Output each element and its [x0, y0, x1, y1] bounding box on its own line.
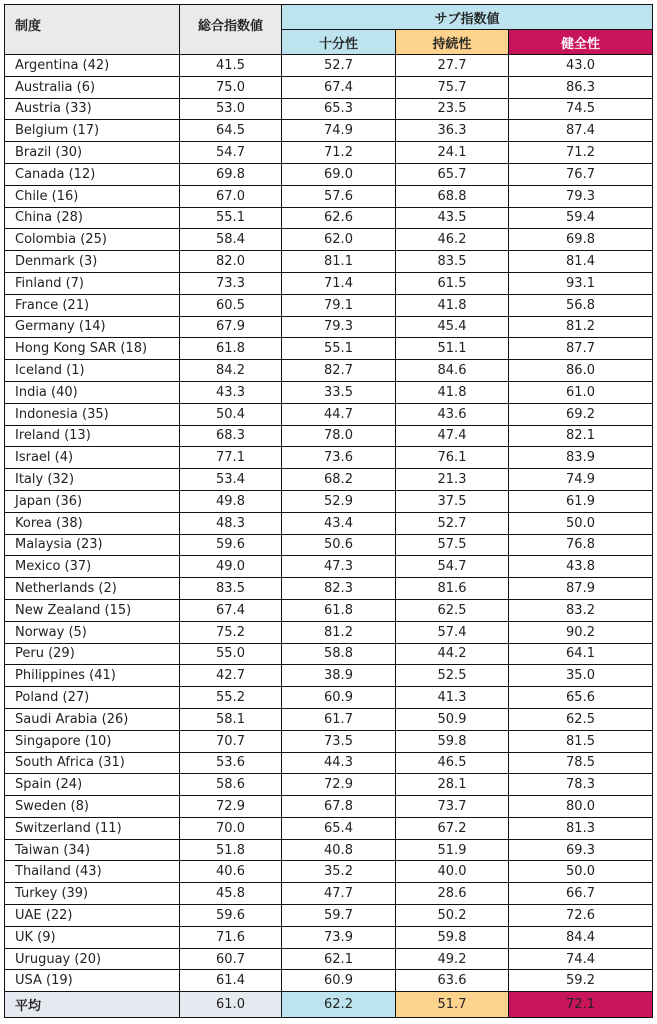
- sustainability-cell: 59.8: [396, 730, 509, 752]
- table-row: [5, 643, 653, 665]
- total-index-cell: 70.7: [180, 730, 282, 752]
- sustainability-cell: 75.7: [396, 76, 509, 98]
- adequacy-cell: 38.9: [282, 665, 396, 687]
- total-index-cell: 59.6: [180, 905, 282, 927]
- integrity-cell: 87.4: [509, 120, 653, 142]
- country-cell: Israel (4): [5, 447, 180, 469]
- sustainability-cell: 61.5: [396, 272, 509, 294]
- adequacy-cell: 44.7: [282, 403, 396, 425]
- total-index-cell: 53.4: [180, 469, 282, 491]
- total-index-cell: 58.4: [180, 229, 282, 251]
- adequacy-cell: 73.9: [282, 926, 396, 948]
- sustainability-cell: 73.7: [396, 796, 509, 818]
- integrity-cell: 72.6: [509, 905, 653, 927]
- country-cell: Italy (32): [5, 469, 180, 491]
- table-row: [5, 839, 653, 861]
- total-index-cell: 58.6: [180, 774, 282, 796]
- sustainability-cell: 43.5: [396, 207, 509, 229]
- adequacy-cell: 82.7: [282, 360, 396, 382]
- integrity-cell: 74.9: [509, 469, 653, 491]
- table-row: [5, 883, 653, 905]
- total-index-cell: 75.0: [180, 76, 282, 98]
- sustainability-cell: 51.1: [396, 338, 509, 360]
- country-cell: Netherlands (2): [5, 578, 180, 600]
- adequacy-cell: 47.7: [282, 883, 396, 905]
- integrity-cell: 64.1: [509, 643, 653, 665]
- integrity-cell: 59.4: [509, 207, 653, 229]
- table-row: [5, 665, 653, 687]
- sustainability-cell: 24.1: [396, 142, 509, 164]
- total-index-cell: 55.0: [180, 643, 282, 665]
- header-sub-index: サブ指数値: [282, 5, 653, 30]
- integrity-cell: 83.2: [509, 599, 653, 621]
- adequacy-cell: 73.6: [282, 447, 396, 469]
- adequacy-cell: 60.9: [282, 970, 396, 992]
- sustainability-cell: 52.7: [396, 512, 509, 534]
- adequacy-cell: 81.2: [282, 621, 396, 643]
- integrity-cell: 71.2: [509, 142, 653, 164]
- integrity-cell: 90.2: [509, 621, 653, 643]
- sustainability-cell: 46.2: [396, 229, 509, 251]
- table-row: [5, 708, 653, 730]
- country-cell: Singapore (10): [5, 730, 180, 752]
- adequacy-cell: 71.2: [282, 142, 396, 164]
- adequacy-cell: 50.6: [282, 534, 396, 556]
- sustainability-cell: 27.7: [396, 55, 509, 77]
- country-cell: UAE (22): [5, 905, 180, 927]
- total-index-cell: 41.5: [180, 55, 282, 77]
- adequacy-cell: 81.1: [282, 251, 396, 273]
- total-index-cell: 77.1: [180, 447, 282, 469]
- country-cell: USA (19): [5, 970, 180, 992]
- header-system: 制度: [5, 5, 180, 55]
- integrity-cell: 61.9: [509, 490, 653, 512]
- average-row: [5, 992, 653, 1018]
- sustainability-cell: 57.4: [396, 621, 509, 643]
- integrity-cell: 74.4: [509, 948, 653, 970]
- sustainability-cell: 59.8: [396, 926, 509, 948]
- country-cell: Argentina (42): [5, 55, 180, 77]
- average-integrity: 72.1: [509, 992, 653, 1018]
- country-cell: China (28): [5, 207, 180, 229]
- adequacy-cell: 55.1: [282, 338, 396, 360]
- sustainability-cell: 36.3: [396, 120, 509, 142]
- integrity-cell: 81.2: [509, 316, 653, 338]
- table-row: [5, 578, 653, 600]
- country-cell: Belgium (17): [5, 120, 180, 142]
- integrity-cell: 69.8: [509, 229, 653, 251]
- pension-index-table: [4, 4, 653, 1018]
- integrity-cell: 86.3: [509, 76, 653, 98]
- table-row: [5, 142, 653, 164]
- adequacy-cell: 60.9: [282, 687, 396, 709]
- integrity-cell: 78.3: [509, 774, 653, 796]
- sustainability-cell: 62.5: [396, 599, 509, 621]
- country-cell: Brazil (30): [5, 142, 180, 164]
- country-cell: Sweden (8): [5, 796, 180, 818]
- header-total-index: 総合指数値: [180, 5, 282, 55]
- integrity-cell: 74.5: [509, 98, 653, 120]
- country-cell: Australia (6): [5, 76, 180, 98]
- total-index-cell: 55.2: [180, 687, 282, 709]
- table-row: [5, 905, 653, 927]
- table-row: [5, 687, 653, 709]
- sustainability-cell: 51.9: [396, 839, 509, 861]
- integrity-cell: 87.9: [509, 578, 653, 600]
- table-row: [5, 948, 653, 970]
- country-cell: Indonesia (35): [5, 403, 180, 425]
- country-cell: Canada (12): [5, 163, 180, 185]
- country-cell: Colombia (25): [5, 229, 180, 251]
- integrity-cell: 81.3: [509, 817, 653, 839]
- table-body: [5, 55, 653, 992]
- adequacy-cell: 35.2: [282, 861, 396, 883]
- adequacy-cell: 62.6: [282, 207, 396, 229]
- total-index-cell: 45.8: [180, 883, 282, 905]
- table-row: [5, 774, 653, 796]
- table-footer: [5, 992, 653, 1018]
- table-row: [5, 163, 653, 185]
- sustainability-cell: 28.1: [396, 774, 509, 796]
- integrity-cell: 76.8: [509, 534, 653, 556]
- total-index-cell: 49.8: [180, 490, 282, 512]
- sustainability-cell: 50.2: [396, 905, 509, 927]
- table-row: [5, 316, 653, 338]
- sustainability-cell: 47.4: [396, 425, 509, 447]
- sustainability-cell: 67.2: [396, 817, 509, 839]
- total-index-cell: 70.0: [180, 817, 282, 839]
- total-index-cell: 82.0: [180, 251, 282, 273]
- table-row: [5, 120, 653, 142]
- table-row: [5, 425, 653, 447]
- table-row: [5, 861, 653, 883]
- adequacy-cell: 33.5: [282, 381, 396, 403]
- adequacy-cell: 59.7: [282, 905, 396, 927]
- total-index-cell: 53.0: [180, 98, 282, 120]
- table-row: [5, 730, 653, 752]
- total-index-cell: 60.5: [180, 294, 282, 316]
- header-adequacy: 十分性: [282, 30, 396, 55]
- sustainability-cell: 41.8: [396, 294, 509, 316]
- total-index-cell: 48.3: [180, 512, 282, 534]
- sustainability-cell: 81.6: [396, 578, 509, 600]
- country-cell: France (21): [5, 294, 180, 316]
- total-index-cell: 69.8: [180, 163, 282, 185]
- country-cell: Korea (38): [5, 512, 180, 534]
- integrity-cell: 69.3: [509, 839, 653, 861]
- country-cell: Japan (36): [5, 490, 180, 512]
- table-row: [5, 490, 653, 512]
- adequacy-cell: 72.9: [282, 774, 396, 796]
- total-index-cell: 67.4: [180, 599, 282, 621]
- country-cell: South Africa (31): [5, 752, 180, 774]
- country-cell: Peru (29): [5, 643, 180, 665]
- adequacy-cell: 82.3: [282, 578, 396, 600]
- adequacy-cell: 44.3: [282, 752, 396, 774]
- integrity-cell: 50.0: [509, 861, 653, 883]
- total-index-cell: 55.1: [180, 207, 282, 229]
- country-cell: Hong Kong SAR (18): [5, 338, 180, 360]
- country-cell: UK (9): [5, 926, 180, 948]
- total-index-cell: 73.3: [180, 272, 282, 294]
- sustainability-cell: 28.6: [396, 883, 509, 905]
- integrity-cell: 76.7: [509, 163, 653, 185]
- table-row: [5, 360, 653, 382]
- adequacy-cell: 57.6: [282, 185, 396, 207]
- total-index-cell: 75.2: [180, 621, 282, 643]
- country-cell: Taiwan (34): [5, 839, 180, 861]
- integrity-cell: 93.1: [509, 272, 653, 294]
- table-row: [5, 534, 653, 556]
- adequacy-cell: 58.8: [282, 643, 396, 665]
- integrity-cell: 62.5: [509, 708, 653, 730]
- country-cell: Philippines (41): [5, 665, 180, 687]
- integrity-cell: 82.1: [509, 425, 653, 447]
- total-index-cell: 60.7: [180, 948, 282, 970]
- integrity-cell: 78.5: [509, 752, 653, 774]
- country-cell: Turkey (39): [5, 883, 180, 905]
- sustainability-cell: 46.5: [396, 752, 509, 774]
- table-row: [5, 796, 653, 818]
- country-cell: Mexico (37): [5, 556, 180, 578]
- sustainability-cell: 68.8: [396, 185, 509, 207]
- country-cell: Iceland (1): [5, 360, 180, 382]
- integrity-cell: 66.7: [509, 883, 653, 905]
- total-index-cell: 71.6: [180, 926, 282, 948]
- integrity-cell: 50.0: [509, 512, 653, 534]
- table-row: [5, 98, 653, 120]
- header-sustainability: 持続性: [396, 30, 509, 55]
- total-index-cell: 42.7: [180, 665, 282, 687]
- total-index-cell: 72.9: [180, 796, 282, 818]
- integrity-cell: 81.5: [509, 730, 653, 752]
- country-cell: Austria (33): [5, 98, 180, 120]
- total-index-cell: 68.3: [180, 425, 282, 447]
- country-cell: India (40): [5, 381, 180, 403]
- adequacy-cell: 62.0: [282, 229, 396, 251]
- integrity-cell: 86.0: [509, 360, 653, 382]
- integrity-cell: 56.8: [509, 294, 653, 316]
- integrity-cell: 87.7: [509, 338, 653, 360]
- sustainability-cell: 43.6: [396, 403, 509, 425]
- adequacy-cell: 78.0: [282, 425, 396, 447]
- sustainability-cell: 65.7: [396, 163, 509, 185]
- adequacy-cell: 52.7: [282, 55, 396, 77]
- table-row: [5, 817, 653, 839]
- sustainability-cell: 84.6: [396, 360, 509, 382]
- total-index-cell: 61.4: [180, 970, 282, 992]
- table-row: [5, 556, 653, 578]
- country-cell: Norway (5): [5, 621, 180, 643]
- header-integrity: 健全性: [509, 30, 653, 55]
- adequacy-cell: 79.3: [282, 316, 396, 338]
- country-cell: Malaysia (23): [5, 534, 180, 556]
- sustainability-cell: 63.6: [396, 970, 509, 992]
- table-row: [5, 272, 653, 294]
- total-index-cell: 61.8: [180, 338, 282, 360]
- integrity-cell: 61.0: [509, 381, 653, 403]
- adequacy-cell: 69.0: [282, 163, 396, 185]
- country-cell: Thailand (43): [5, 861, 180, 883]
- country-cell: Finland (7): [5, 272, 180, 294]
- adequacy-cell: 52.9: [282, 490, 396, 512]
- adequacy-cell: 65.3: [282, 98, 396, 120]
- total-index-cell: 64.5: [180, 120, 282, 142]
- table-row: [5, 469, 653, 491]
- sustainability-cell: 49.2: [396, 948, 509, 970]
- total-index-cell: 58.1: [180, 708, 282, 730]
- sustainability-cell: 37.5: [396, 490, 509, 512]
- adequacy-cell: 74.9: [282, 120, 396, 142]
- adequacy-cell: 47.3: [282, 556, 396, 578]
- integrity-cell: 83.9: [509, 447, 653, 469]
- table-row: [5, 752, 653, 774]
- sustainability-cell: 44.2: [396, 643, 509, 665]
- country-cell: Denmark (3): [5, 251, 180, 273]
- sustainability-cell: 23.5: [396, 98, 509, 120]
- average-label: 平均: [5, 992, 180, 1018]
- table-row: [5, 185, 653, 207]
- adequacy-cell: 68.2: [282, 469, 396, 491]
- total-index-cell: 51.8: [180, 839, 282, 861]
- sustainability-cell: 21.3: [396, 469, 509, 491]
- country-cell: Poland (27): [5, 687, 180, 709]
- table-row: [5, 403, 653, 425]
- sustainability-cell: 54.7: [396, 556, 509, 578]
- country-cell: Uruguay (20): [5, 948, 180, 970]
- sustainability-cell: 41.3: [396, 687, 509, 709]
- country-cell: Germany (14): [5, 316, 180, 338]
- integrity-cell: 43.0: [509, 55, 653, 77]
- total-index-cell: 59.6: [180, 534, 282, 556]
- total-index-cell: 43.3: [180, 381, 282, 403]
- table-row: [5, 970, 653, 992]
- country-cell: Switzerland (11): [5, 817, 180, 839]
- table-row: [5, 621, 653, 643]
- country-cell: Spain (24): [5, 774, 180, 796]
- total-index-cell: 53.6: [180, 752, 282, 774]
- table-row: [5, 599, 653, 621]
- total-index-cell: 54.7: [180, 142, 282, 164]
- table-row: [5, 207, 653, 229]
- table-row: [5, 251, 653, 273]
- table-row: [5, 447, 653, 469]
- total-index-cell: 67.9: [180, 316, 282, 338]
- sustainability-cell: 40.0: [396, 861, 509, 883]
- adequacy-cell: 43.4: [282, 512, 396, 534]
- sustainability-cell: 41.8: [396, 381, 509, 403]
- table-row: [5, 229, 653, 251]
- total-index-cell: 49.0: [180, 556, 282, 578]
- country-cell: Saudi Arabia (26): [5, 708, 180, 730]
- integrity-cell: 65.6: [509, 687, 653, 709]
- total-index-cell: 84.2: [180, 360, 282, 382]
- table-row: [5, 926, 653, 948]
- adequacy-cell: 67.8: [282, 796, 396, 818]
- table-row: [5, 294, 653, 316]
- sustainability-cell: 57.5: [396, 534, 509, 556]
- country-cell: Chile (16): [5, 185, 180, 207]
- adequacy-cell: 61.7: [282, 708, 396, 730]
- integrity-cell: 59.2: [509, 970, 653, 992]
- average-adequacy: 62.2: [282, 992, 396, 1018]
- table-row: [5, 76, 653, 98]
- table-header: [5, 5, 653, 55]
- adequacy-cell: 71.4: [282, 272, 396, 294]
- adequacy-cell: 67.4: [282, 76, 396, 98]
- integrity-cell: 84.4: [509, 926, 653, 948]
- sustainability-cell: 50.9: [396, 708, 509, 730]
- integrity-cell: 69.2: [509, 403, 653, 425]
- adequacy-cell: 62.1: [282, 948, 396, 970]
- table-row: [5, 55, 653, 77]
- table-row: [5, 512, 653, 534]
- sustainability-cell: 83.5: [396, 251, 509, 273]
- adequacy-cell: 61.8: [282, 599, 396, 621]
- adequacy-cell: 40.8: [282, 839, 396, 861]
- integrity-cell: 35.0: [509, 665, 653, 687]
- adequacy-cell: 79.1: [282, 294, 396, 316]
- sustainability-cell: 76.1: [396, 447, 509, 469]
- table-row: [5, 381, 653, 403]
- total-index-cell: 83.5: [180, 578, 282, 600]
- integrity-cell: 43.8: [509, 556, 653, 578]
- country-cell: Ireland (13): [5, 425, 180, 447]
- total-index-cell: 67.0: [180, 185, 282, 207]
- integrity-cell: 80.0: [509, 796, 653, 818]
- total-index-cell: 40.6: [180, 861, 282, 883]
- average-sustainability: 51.7: [396, 992, 509, 1018]
- sustainability-cell: 52.5: [396, 665, 509, 687]
- adequacy-cell: 73.5: [282, 730, 396, 752]
- adequacy-cell: 65.4: [282, 817, 396, 839]
- total-index-cell: 50.4: [180, 403, 282, 425]
- country-cell: New Zealand (15): [5, 599, 180, 621]
- sustainability-cell: 45.4: [396, 316, 509, 338]
- average-total: 61.0: [180, 992, 282, 1018]
- integrity-cell: 81.4: [509, 251, 653, 273]
- table-row: [5, 338, 653, 360]
- integrity-cell: 79.3: [509, 185, 653, 207]
